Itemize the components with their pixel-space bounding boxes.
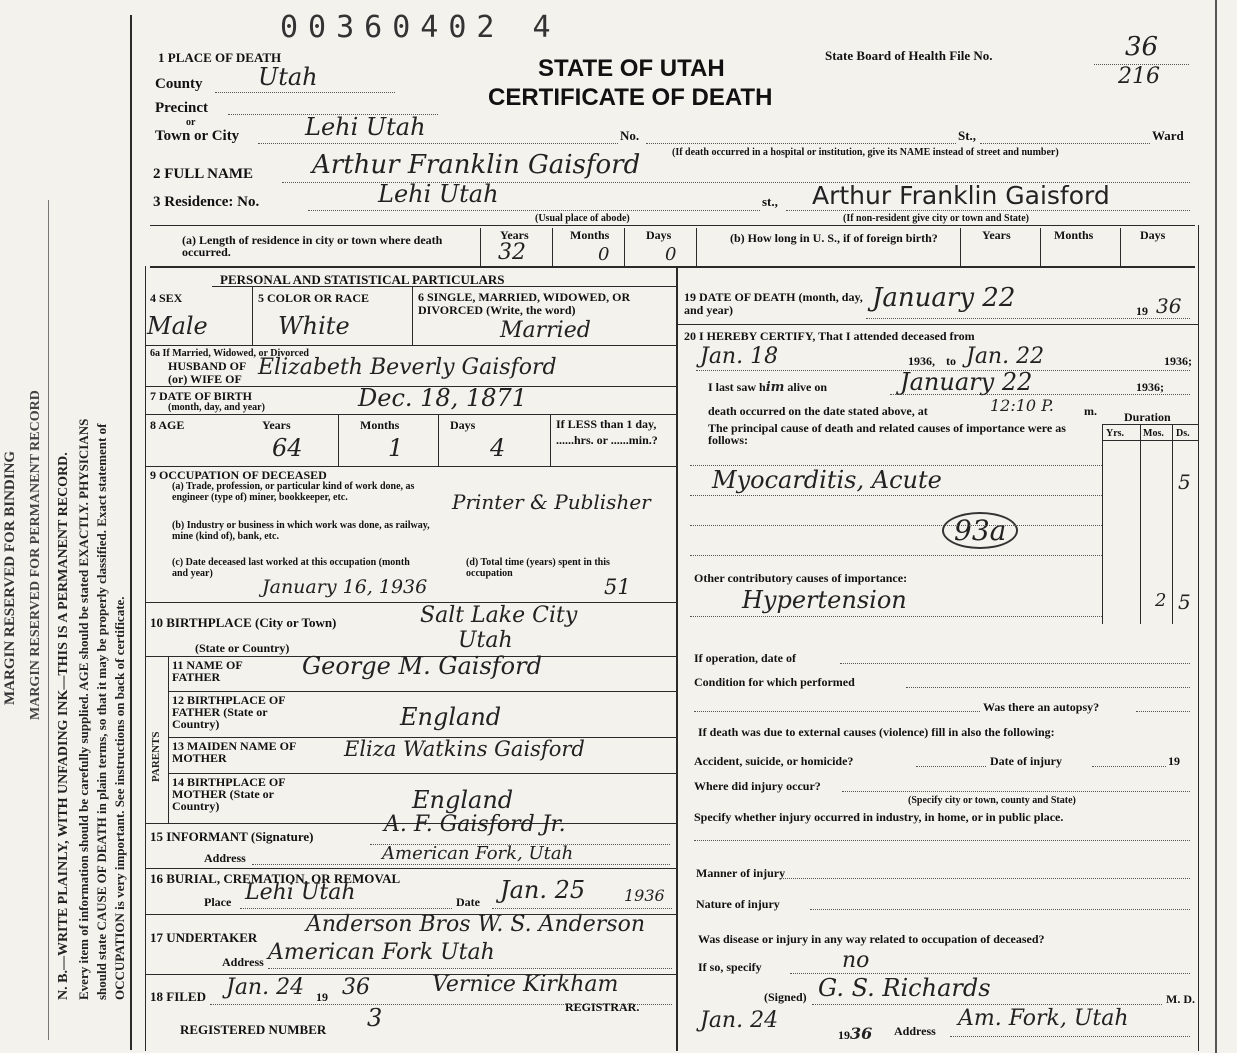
physician-signature: G. S. Richards <box>818 974 991 1002</box>
residence-st-label: st., <box>762 194 778 209</box>
mos-label: Mos. <box>1143 428 1164 439</box>
file-no-2: 216 <box>1118 64 1160 89</box>
dod-year-prefix: 19 <box>1136 304 1148 318</box>
physician-address-label: Address <box>894 1024 936 1038</box>
mother-birth-value: England <box>412 786 514 814</box>
certify-label: 20 I HEREBY CERTIFY, That I attended deceased from <box>684 329 975 343</box>
birthplace-state-label: (State or Country) <box>195 641 290 655</box>
total-time-value: 51 <box>604 575 631 599</box>
residence-typed-name: Arthur Franklin Gaisford <box>812 181 1110 210</box>
where-injury-label: Where did injury occur? <box>694 779 821 793</box>
age-days-label: Days <box>450 418 476 432</box>
mother-label: 13 MAIDEN NAME OF MOTHER <box>172 739 296 765</box>
informant-label: 15 INFORMANT (Signature) <box>150 829 314 844</box>
spouse-label-1: 6a If Married, Widowed, or Divorced <box>150 348 309 359</box>
age-label: 8 AGE <box>150 418 185 432</box>
margin-binding-text: MARGIN RESERVED FOR BINDING <box>2 450 18 705</box>
last-saw-label: I last saw him alive on <box>708 380 828 395</box>
external-causes-label: If death was due to external causes (violence) fill in also the following: <box>698 725 1055 739</box>
res-months: 0 <box>598 244 610 265</box>
margin-divider-outer <box>48 200 49 1040</box>
film-number: 00360402 4 <box>280 10 561 45</box>
age-years: 64 <box>272 434 303 462</box>
dob-value: Dec. 18, 1871 <box>358 384 528 412</box>
age-days: 4 <box>490 434 506 462</box>
registrar-name: Vernice Kirkham <box>432 972 619 997</box>
father-label: 11 NAME OF FATHER <box>172 658 243 684</box>
sex-label: 4 SEX <box>150 291 183 305</box>
other-cause: Hypertension <box>742 586 907 614</box>
undertaker-value: Anderson Bros W. S. Anderson <box>306 912 645 937</box>
specify-place-note: (Specify city or town, county and State) <box>908 795 1076 806</box>
autopsy-label: Was there an autopsy? <box>983 700 1100 714</box>
cause-label: The principal cause of death and related causes of importance were as follows: <box>708 421 1066 447</box>
mother-birth-label: 14 BIRTHPLACE OF MOTHER (State or Country) <box>172 775 286 813</box>
no-label: No. <box>620 128 640 143</box>
cause-1-days: 5 <box>1178 470 1191 494</box>
condition-label: Condition for which performed <box>694 675 855 689</box>
manner-injury-label: Manner of injury <box>696 866 786 880</box>
race-label: 5 COLOR OR RACE <box>258 291 370 305</box>
town-label: Town or City <box>155 128 240 144</box>
from-year-prefix: 1936, <box>908 354 935 368</box>
nb-line-1: N. B.—WRITE PLAINLY, WITH UNFADING INK—THIS IS A PERMANENT RECORD. <box>56 452 71 1000</box>
burial-year: 1936 <box>624 886 665 905</box>
death-time: 12:10 P. <box>990 396 1054 415</box>
full-name-value: Arthur Franklin Gaisford <box>312 150 641 180</box>
st-label: St., <box>958 128 977 143</box>
registrar-label: REGISTRAR. <box>565 1000 640 1014</box>
age-months: 1 <box>388 434 404 462</box>
birthplace-label: 10 BIRTHPLACE (City or Town) <box>150 615 337 630</box>
ward-label: Ward <box>1152 128 1184 143</box>
margin-permanent-text: MARGIN RESERVED FOR PERMANENT RECORD <box>28 390 43 720</box>
injury-year-prefix: 19 <box>1168 754 1180 768</box>
file-no: 36 <box>1125 32 1159 62</box>
filed-year: 36 <box>342 975 370 1000</box>
last-saw-date: January 22 <box>900 368 1033 396</box>
burial-place-label: Place <box>204 895 232 909</box>
occupation-c-label: (c) Date deceased last worked at this occupation (month and year) <box>172 557 410 579</box>
nonresident-note: (If non-resident give city or town and State) <box>843 213 1030 224</box>
md-label: M. D. <box>1166 992 1195 1006</box>
dob-label: 7 DATE OF BIRTH <box>150 389 252 403</box>
residence-label: 3 Residence: No. <box>153 194 260 210</box>
birthplace-city: Salt Lake City <box>420 603 578 628</box>
ds-label: Ds. <box>1176 428 1190 439</box>
or-label: or <box>186 117 196 128</box>
dod-year: 36 <box>1156 294 1182 318</box>
state-title: STATE OF UTAH <box>538 55 725 82</box>
foreign-days-label: Days <box>1140 228 1166 242</box>
burial-label: 16 BURIAL, CREMATION, OR REMOVAL <box>150 871 401 886</box>
duration-label: Duration <box>1124 410 1171 424</box>
nb-line-3: should state CAUSE OF DEATH in plain terms, so that it may be properly classified. Exact statement of <box>94 423 109 1000</box>
certificate-title: CERTIFICATE OF DEATH <box>488 84 773 111</box>
accident-label: Accident, suicide, or homicide? <box>694 754 854 768</box>
place-note: (If death occurred in a hospital or institution, give its NAME instead of street and number) <box>672 147 1059 158</box>
reg-number: 3 <box>367 1004 383 1032</box>
race-value: White <box>278 312 350 340</box>
file-no-label: State Board of Health File No. <box>825 48 993 63</box>
precinct-label: Precinct <box>155 100 209 116</box>
less-than-day-label: If LESS than 1 day, ......hrs. or ......min.? <box>556 417 658 447</box>
father-birth-label: 12 BIRTHPLACE OF FATHER (State or Country) <box>172 693 286 731</box>
county-label: County <box>155 76 203 92</box>
nb-line-2: Every item of information should be carefully supplied. AGE should be stated EXACTLY. PHYSICIANS <box>76 418 91 1000</box>
signed-year: 1936 <box>838 1024 873 1043</box>
parents-side-label: PARENTS <box>150 731 162 782</box>
occupation-value: Printer & Publisher <box>452 490 651 514</box>
filed-year-prefix: 19 <box>316 990 328 1004</box>
cause-1-code: 93a <box>942 512 1018 549</box>
marital-value: Married <box>500 318 591 343</box>
personal-heading: PERSONAL AND STATISTICAL PARTICULARS <box>220 272 505 287</box>
if-so-value: no <box>842 948 870 973</box>
occupation-related-label: Was disease or injury in any way related to occupation of deceased? <box>698 932 1045 946</box>
spouse-value: Elizabeth Beverly Gaisford <box>258 355 557 380</box>
res-days: 0 <box>665 244 677 265</box>
res-days-label: Days <box>646 228 672 242</box>
undertaker-address-label: Address <box>222 955 264 969</box>
birthplace-state: Utah <box>458 628 513 653</box>
foreign-months-label: Months <box>1054 228 1094 242</box>
marital-label: 6 SINGLE, MARRIED, WIDOWED, OR DIVORCED (Write, the word) <box>418 290 631 317</box>
usual-abode-note: (Usual place of abode) <box>535 213 630 224</box>
foreign-birth-label: (b) How long in U. S., if of foreign birth? <box>730 231 938 245</box>
operation-label: If operation, date of <box>694 651 796 665</box>
last-saw-year: 1936; <box>1136 380 1164 394</box>
age-months-label: Months <box>360 418 400 432</box>
undertaker-label: 17 UNDERTAKER <box>150 930 258 945</box>
if-so-label: If so, specify <box>698 960 762 974</box>
informant-value: A. F. Gaisford Jr. <box>384 812 566 837</box>
occupation-d-label: (d) Total time (years) spent in this occupation <box>466 557 610 579</box>
occupation-a-label: (a) Trade, profession, or particular kind of work done, as engineer (type of) miner, bookkeeper, etc. <box>172 481 415 503</box>
specify-industry-label: Specify whether injury occurred in industry, in home, or in public place. <box>694 810 1064 824</box>
full-name-label: 2 FULL NAME <box>153 166 254 182</box>
attended-from: Jan. 18 <box>700 344 779 369</box>
length-residence-label: (a) Length of residence in city or town where death occurred. <box>182 233 443 259</box>
age-years-label: Years <box>262 418 291 432</box>
signed-date: Jan. 24 <box>700 1008 779 1033</box>
nature-injury-label: Nature of injury <box>696 897 780 911</box>
nb-line-4: OCCUPATION is very important. See instructions on back of certificate. <box>112 596 127 1000</box>
mother-value: Eliza Watkins Gaisford <box>344 737 585 761</box>
last-worked-value: January 16, 1936 <box>262 576 428 598</box>
father-birth-value: England <box>400 703 502 731</box>
foreign-years-label: Years <box>982 228 1011 242</box>
cause-1: Myocarditis, Acute <box>712 466 942 494</box>
physician-address: Am. Fork, Utah <box>958 1006 1129 1031</box>
town-value: Lehi Utah <box>305 113 426 141</box>
attended-to: Jan. 22 <box>966 344 1045 369</box>
informant-address: American Fork, Utah <box>382 843 574 864</box>
father-value: George M. Gaisford <box>302 652 542 680</box>
burial-date: Jan. 25 <box>500 876 586 904</box>
margin-divider <box>130 15 132 1050</box>
county-value: Utah <box>258 63 318 91</box>
signed-label: (Signed) <box>764 990 807 1004</box>
res-years-label: Years <box>500 228 529 242</box>
filed-label: 18 FILED <box>150 989 206 1004</box>
spouse-label-3: (or) WIFE OF <box>168 372 242 386</box>
death-occurred-label: death occurred on the date stated above, at <box>708 404 928 418</box>
residence-value: Lehi Utah <box>378 180 499 208</box>
res-months-label: Months <box>570 228 610 242</box>
other-days: 5 <box>1178 590 1191 614</box>
res-years: 32 <box>498 240 526 265</box>
burial-place: Lehi Utah <box>245 880 356 905</box>
to-year: 1936; <box>1164 354 1192 368</box>
dod-value: January 22 <box>872 283 1016 313</box>
occupation-label: 9 OCCUPATION OF DECEASED <box>150 468 327 482</box>
dob-sub: (month, day, and year) <box>168 402 265 413</box>
m-label: m. <box>1084 404 1097 418</box>
place-of-death-label: 1 PLACE OF DEATH <box>158 50 282 65</box>
undertaker-address: American Fork Utah <box>268 940 495 965</box>
reg-number-label: REGISTERED NUMBER <box>180 1022 327 1037</box>
date-injury-label: Date of injury <box>990 754 1062 768</box>
sex-value: Male <box>147 312 208 340</box>
yrs-label: Yrs. <box>1106 428 1125 439</box>
spouse-label-2: HUSBAND OF <box>168 359 247 373</box>
dod-label: 19 DATE OF DEATH (month, day, and year) <box>684 290 863 317</box>
other-years: 2 <box>1155 590 1167 611</box>
to-label: to <box>946 354 956 368</box>
filed-date: Jan. 24 <box>226 975 305 1000</box>
center-divider <box>676 266 678 1051</box>
burial-date-label: Date <box>456 895 480 909</box>
occupation-b-label: (b) Industry or business in which work was done, as railway, mine (kind of), bank, etc. <box>172 520 430 542</box>
informant-address-label: Address <box>204 851 246 865</box>
other-causes-label: Other contributory causes of importance: <box>694 571 908 585</box>
